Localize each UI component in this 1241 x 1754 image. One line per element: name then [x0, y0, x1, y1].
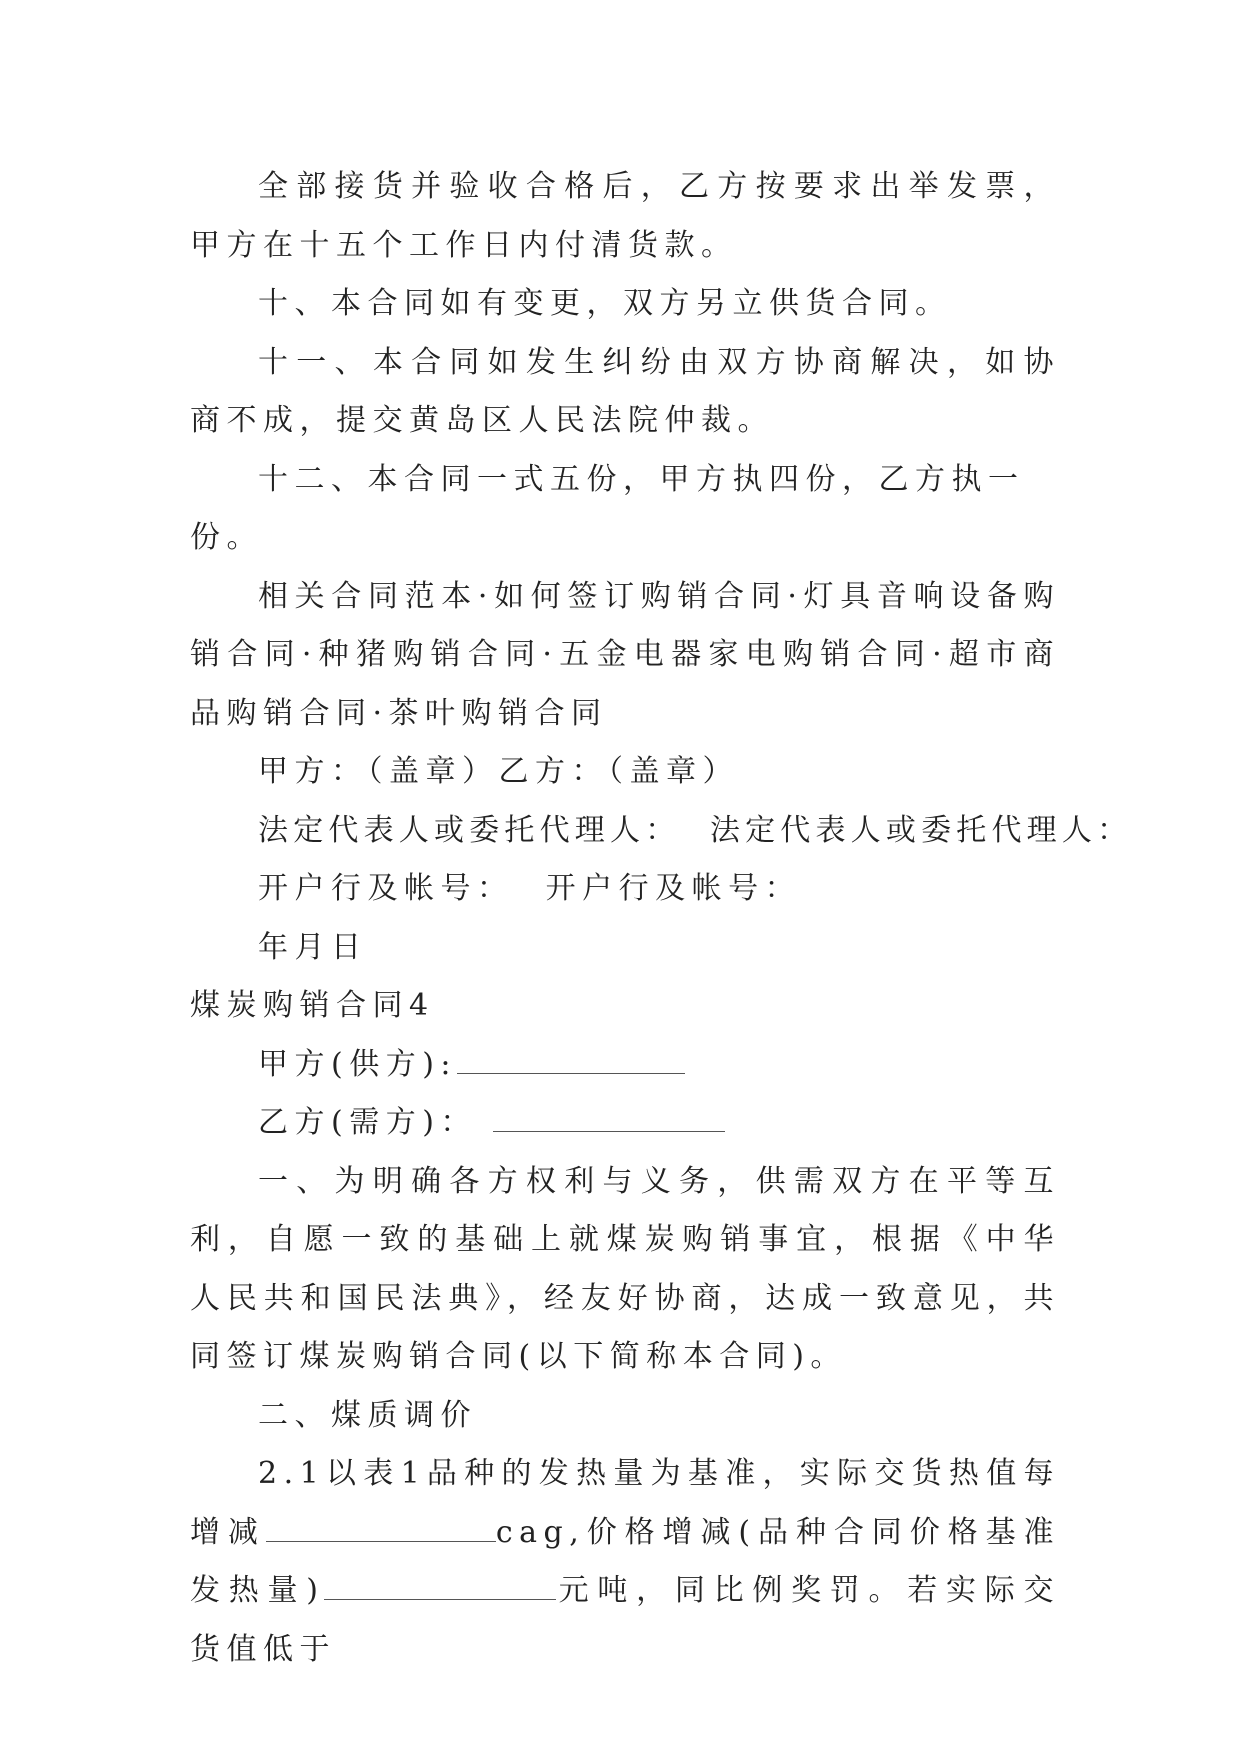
heat-value-blank: [266, 1509, 496, 1542]
party-a-label: 甲方(供方):: [258, 1046, 458, 1082]
party-b-line: [190, 1094, 1060, 1153]
paragraph-bank-accounts: 开户行及帐号： 开户行及帐号：: [258, 871, 802, 906]
clause-2-1-part2: cag,价格增减(品种合同价格基准发热量): [190, 1514, 1061, 1608]
clause-2-1-part3: 元吨，同比例奖罚。若实际交货值低于: [190, 1573, 1060, 1667]
price-change-blank: [324, 1568, 556, 1601]
paragraph-date: 年月日: [258, 929, 368, 965]
party-a-line: [190, 1036, 1060, 1095]
document-body: [190, 158, 1133, 1679]
party-b-blank: [493, 1100, 725, 1133]
paragraph-clause-12: 十二、本合同一式五份，甲方执四份，乙方执一份。: [190, 461, 1025, 555]
paragraph-representatives: 法定代表人或委托代理人： 法定代表人或委托代理人：: [258, 812, 1133, 848]
paragraph-related-templates: 相关合同范本·如何签订购销合同·灯具音响设备购销合同·种猪购销合同·五金电器家电购销合同·超市商品购销合同·茶叶购销合同: [190, 578, 1060, 731]
paragraph-clause-2-1: [190, 1445, 1060, 1679]
paragraph-seals: 甲方：（盖章）乙方：（盖章）: [258, 754, 739, 789]
paragraph-payment: 全部接货并验收合格后，乙方按要求出举发票，甲方在十五个工作日内付清货款。: [190, 169, 1060, 263]
paragraph-clause-11: 十一、本合同如发生纠纷由双方协商解决，如协商不成，提交黄岛区人民法院仲裁。: [190, 344, 1060, 438]
paragraph-clause-2-heading: 二、煤质调价: [258, 1397, 477, 1433]
paragraph-clause-1: 一、为明确各方权利与义务，供需双方在平等互利，自愿一致的基础上就煤炭购销事宜，根据《中华人民共和国民法典》，经友好协商，达成一致意见，共同签订煤炭购销合同(以下简称本合同)。: [190, 1163, 1060, 1374]
party-a-blank: [457, 1041, 685, 1074]
paragraph-clause-10: 十、本合同如有变更，双方另立供货合同。: [258, 286, 952, 321]
clause-2-1-part1: 2.1以表1品种的发热量为基准，实际交货热值每增减: [190, 1456, 1060, 1550]
party-b-label: 乙方(需方)：: [258, 1105, 493, 1140]
section-title: 煤炭购销合同4: [190, 988, 435, 1023]
